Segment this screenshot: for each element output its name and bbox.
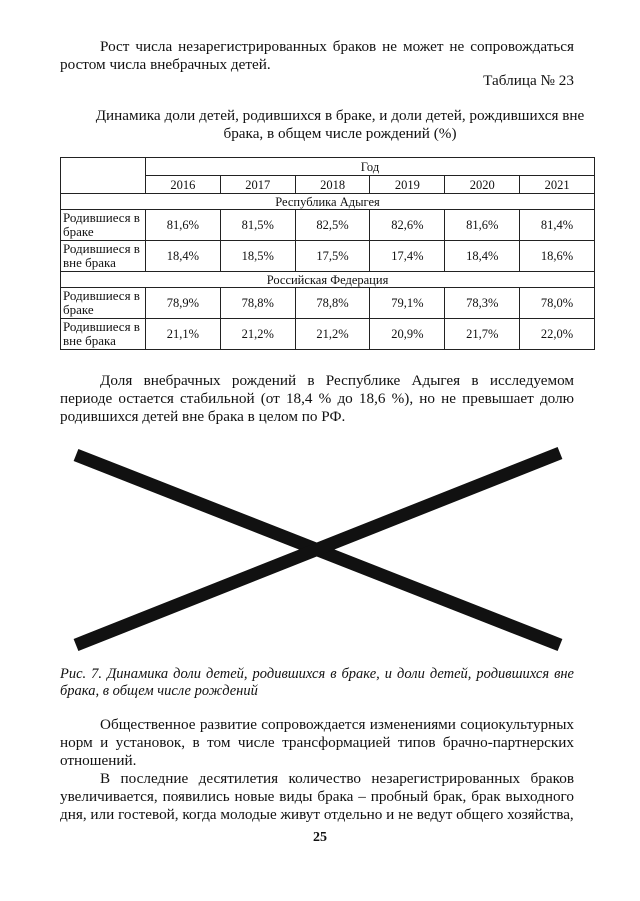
section-row — [61, 194, 595, 210]
table-cell: 21,1% — [146, 319, 221, 350]
table-cell: 78,8% — [295, 288, 370, 319]
table-cell: 81,4% — [520, 210, 595, 241]
table-corner-cell — [61, 158, 146, 194]
data-table — [60, 157, 595, 350]
year-header: 2020 — [445, 176, 520, 194]
table-cell: 82,6% — [370, 210, 445, 241]
table-cell: 78,8% — [220, 288, 295, 319]
table-cell: 17,5% — [295, 241, 370, 272]
table-cell: 17,4% — [370, 241, 445, 272]
table-cell: 78,3% — [445, 288, 520, 319]
table-cell: 18,6% — [520, 241, 595, 272]
table-cell: 81,6% — [146, 210, 221, 241]
table-cell: 81,5% — [220, 210, 295, 241]
year-header: 2016 — [146, 176, 221, 194]
year-group-header: Год — [146, 158, 595, 176]
row-label: Родившиеся в вне брака — [61, 241, 146, 272]
table-cell: 20,9% — [370, 319, 445, 350]
intro-paragraph: Рост числа незарегистрированных браков не может не сопровождаться ростом числа внебрачных детей. — [60, 38, 574, 73]
paragraph-4: В последние десятилетия количество незарегистрированных браков увеличивается, появились новые виды брака – пробный брак, брак выходного дня, или гостевой, когда молодые живут отдельно и не ведут общего хозяйства, — [60, 770, 574, 823]
table-row — [61, 210, 595, 241]
table-row — [61, 241, 595, 272]
table-header-row — [61, 158, 595, 176]
year-header: 2018 — [295, 176, 370, 194]
section-title-russia: Российская Федерация — [61, 272, 595, 288]
table-cell: 81,6% — [445, 210, 520, 241]
table-row — [61, 288, 595, 319]
table-cell: 21,2% — [295, 319, 370, 350]
table-cell: 21,7% — [445, 319, 520, 350]
table-cell: 18,4% — [146, 241, 221, 272]
section-title-adygea: Республика Адыгея — [61, 194, 595, 210]
table-cell: 22,0% — [520, 319, 595, 350]
after-table-paragraph: Доля внебрачных рождений в Республике Адыгея в исследуемом периоде остается стабильной (от 18,4 % до 18,6 %), но не превышает долю родившихся детей вне брака в целом по РФ. — [60, 372, 574, 425]
figure-caption: Рис. 7. Динамика доли детей, родившихся в браке, и доли детей, родившихся вне брака, в общем числе рождений — [60, 666, 574, 699]
paragraph-3: Общественное развитие сопровождается изменениями социокультурных норм и установок, в том числе трансформацией типов брачно-партнерских отношений. — [60, 716, 574, 769]
table-number: Таблица № 23 — [483, 72, 574, 89]
row-label: Родившиеся в браке — [61, 210, 146, 241]
table-row — [61, 319, 595, 350]
table-cell: 21,2% — [220, 319, 295, 350]
figure-placeholder-cross — [60, 445, 580, 660]
row-label: Родившиеся в браке — [61, 288, 146, 319]
table-cell: 78,9% — [146, 288, 221, 319]
table-title: Динамика доли детей, родившихся в браке, и доли детей, рождившихся вне брака, в общем числе рождений (%) — [95, 107, 585, 142]
year-header: 2019 — [370, 176, 445, 194]
year-header: 2021 — [520, 176, 595, 194]
year-header: 2017 — [220, 176, 295, 194]
table-cell: 18,5% — [220, 241, 295, 272]
table-cell: 79,1% — [370, 288, 445, 319]
table-cell: 82,5% — [295, 210, 370, 241]
section-row — [61, 272, 595, 288]
row-label: Родившиеся в вне брака — [61, 319, 146, 350]
page-number: 25 — [313, 830, 327, 845]
table-cell: 78,0% — [520, 288, 595, 319]
table-cell: 18,4% — [445, 241, 520, 272]
